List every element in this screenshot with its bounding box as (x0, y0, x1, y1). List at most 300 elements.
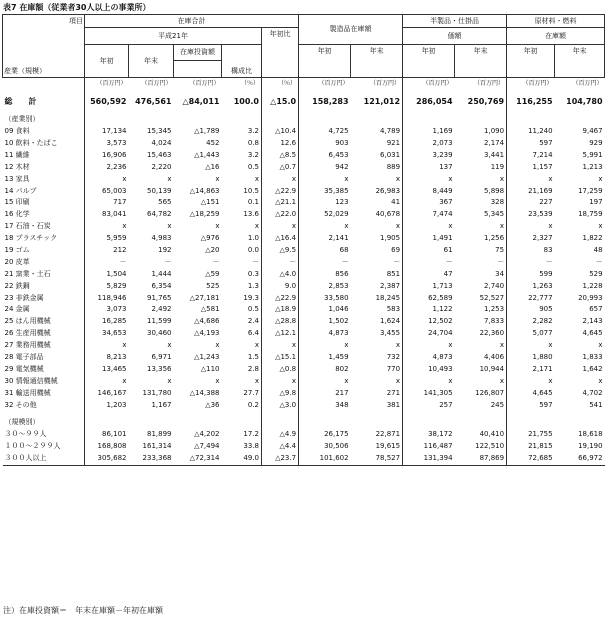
row-value: x (262, 173, 299, 185)
section-row-scale (3, 417, 605, 429)
row-value: 34,653 (85, 328, 129, 340)
row-value: 22,871 (375, 430, 401, 439)
row-value: 38,172 (403, 429, 455, 441)
row-value: 33,580 (299, 292, 351, 304)
row-value: 476,561 (135, 97, 172, 107)
row-value: 250,769 (467, 97, 505, 107)
row-value: 7,474 (403, 209, 455, 221)
row-value: 15,463 (147, 150, 172, 159)
row-value: △0.8 (262, 363, 299, 375)
row-value: 525 (206, 281, 220, 290)
table-row (3, 363, 605, 375)
row-value: 1,122 (403, 304, 455, 316)
row-value: △4,202 (194, 430, 220, 439)
row-label: 11 繊維 (4, 150, 30, 159)
footnote: 注）在庫投資額＝ 年末在庫額－年初在庫額 (3, 606, 163, 615)
row-value: 905 (507, 304, 555, 316)
row-value: △22.0 (262, 209, 299, 221)
row-value: 1,459 (299, 352, 351, 364)
row-value: x (507, 375, 555, 387)
row-value: 126,807 (475, 388, 505, 397)
row-value: 7,833 (484, 317, 505, 326)
row-value: △18,259 (189, 210, 220, 219)
investment-spacer (174, 61, 222, 78)
row-value: 3,239 (403, 149, 455, 161)
row-value: x (299, 221, 351, 233)
row-value: 8,449 (403, 185, 455, 197)
row-value: x (299, 375, 351, 387)
row-label: 30 情報通信機械 (4, 376, 58, 385)
row-value: △10.4 (262, 126, 299, 138)
row-value: △4,193 (194, 329, 220, 338)
row-value: 2,387 (380, 281, 401, 290)
year-header: 平成21年 (85, 28, 262, 45)
row-value: x (215, 341, 220, 350)
row-value: 245 (490, 400, 505, 409)
row-value: 597 (507, 138, 555, 150)
row-value: 17,259 (578, 186, 603, 195)
row-value: 4,725 (299, 126, 351, 138)
row-value: △20 (205, 246, 220, 255)
row-value: － (595, 257, 603, 266)
row-value: （百万円） (189, 80, 220, 88)
row-value: 5,959 (85, 233, 129, 245)
beginning-header: 年初 (85, 44, 129, 78)
row-value: 161,314 (142, 442, 172, 451)
row-value (262, 417, 299, 429)
table-row (3, 268, 605, 280)
row-value: 599 (507, 268, 555, 280)
row-value (299, 114, 351, 126)
row-label: 26 生産用機械 (4, 329, 51, 338)
row-value: x (395, 376, 401, 385)
row-value (85, 114, 129, 126)
row-value: x (167, 174, 172, 183)
table-row (3, 161, 605, 173)
row-value: 33.8 (243, 442, 259, 451)
row-value: 41 (391, 198, 401, 207)
row-value (174, 417, 222, 429)
row-value: 286,054 (403, 96, 455, 108)
row-label: 17 石油・石炭 (4, 222, 51, 231)
row-value: 6,971 (151, 353, 172, 362)
row-value: 0.5 (247, 305, 259, 314)
row-value: △3.0 (262, 399, 299, 411)
row-value: 83,041 (85, 209, 129, 221)
row-value (403, 114, 455, 126)
table-row (3, 197, 605, 209)
industry-header: 産業（規模） (4, 67, 46, 75)
row-value: x (598, 341, 603, 350)
row-label: 27 業務用機械 (4, 341, 51, 350)
row-value: （百万円） (299, 78, 351, 90)
row-value: 1,169 (403, 126, 455, 138)
row-value (507, 417, 555, 429)
row-value: 104,780 (566, 97, 603, 107)
investment-header: 在庫投資額 (174, 44, 222, 61)
row-value: △14,388 (189, 388, 220, 397)
row-label: 23 非鉄金属 (4, 293, 44, 302)
row-label: １００～２９９人 (4, 442, 61, 451)
row-label: 20 皮革 (4, 257, 30, 266)
row-value: 328 (490, 198, 505, 207)
row-label: 09 食料 (4, 127, 30, 136)
row-value: 851 (386, 269, 401, 278)
table-row (3, 453, 605, 465)
row-label: ３００人以上 (3, 453, 85, 465)
row-value: 10,944 (479, 364, 505, 373)
row-value: 942 (299, 161, 351, 173)
row-value: 4,645 (582, 329, 603, 338)
row-value: 18,759 (578, 210, 603, 219)
row-value: 16,285 (85, 316, 129, 328)
row-label: 18 プラスチック (4, 234, 58, 243)
row-value: 5,829 (85, 280, 129, 292)
row-value: 116,255 (507, 96, 555, 108)
table-row (3, 149, 605, 161)
row-value: 119 (490, 162, 505, 171)
products-beginning-header: 年初 (299, 44, 351, 78)
row-value: x (167, 341, 172, 350)
table-row (3, 328, 605, 340)
row-value: 4,983 (151, 234, 172, 243)
row-value (129, 114, 174, 126)
row-value (299, 417, 351, 429)
row-value: 889 (386, 162, 401, 171)
row-value: △16 (205, 162, 220, 171)
semi-header-2: 価額 (403, 28, 507, 45)
row-value: 18,618 (578, 430, 603, 439)
row-value: △28.8 (262, 316, 299, 328)
row-value: － (497, 257, 505, 266)
row-value (555, 114, 605, 126)
row-value: △0.7 (262, 161, 299, 173)
raw-header: 原材料・燃料 (507, 15, 605, 28)
row-value: 2,073 (403, 138, 455, 150)
row-value: 122,510 (475, 442, 505, 451)
row-value: x (507, 173, 555, 185)
row-value: 131,394 (403, 453, 455, 465)
table-row (3, 340, 605, 352)
row-label: ３０～９９人 (4, 430, 47, 439)
row-value: 1,167 (151, 400, 172, 409)
row-value: 3,573 (85, 138, 129, 150)
table-row (3, 399, 605, 411)
row-value: 34 (495, 269, 505, 278)
row-value: 217 (299, 387, 351, 399)
row-value: 2,174 (484, 139, 505, 147)
row-value: 1,253 (484, 305, 505, 314)
row-value: 75 (495, 246, 505, 255)
row-label: 15 印刷 (4, 198, 30, 207)
row-value: x (507, 221, 555, 233)
row-value: 35,385 (299, 185, 351, 197)
row-value: 141,305 (403, 387, 455, 399)
row-value: 1,046 (299, 304, 351, 316)
row-value: 118,946 (85, 292, 129, 304)
row-value: 565 (158, 198, 172, 207)
row-value: 1,833 (582, 353, 603, 362)
row-value: 1,502 (299, 316, 351, 328)
row-value: x (299, 173, 351, 185)
row-value: x (85, 340, 129, 352)
row-value: 770 (386, 364, 401, 373)
table-row (3, 304, 605, 316)
row-value: x (215, 174, 220, 183)
row-value: △1,789 (194, 127, 220, 136)
row-value: 0.2 (247, 400, 259, 409)
row-value: x (403, 340, 455, 352)
table-row (3, 185, 605, 197)
row-label: 14 パルプ (4, 186, 37, 195)
row-value: 101,602 (299, 453, 351, 465)
row-value: － (212, 257, 220, 266)
products-end-header: 年末 (351, 44, 403, 78)
row-value: 4,873 (403, 352, 455, 364)
row-value (262, 114, 299, 126)
row-value: 367 (403, 197, 455, 209)
row-value: 3,455 (380, 329, 401, 338)
row-value: 158,283 (299, 96, 351, 108)
row-value: （百万円） (474, 80, 505, 88)
row-value: 48 (593, 246, 603, 255)
table-row (3, 245, 605, 257)
row-value: － (85, 256, 129, 268)
row-value: 0.5 (247, 162, 259, 171)
raw-beginning-header: 年初 (507, 44, 555, 78)
row-value: x (403, 221, 455, 233)
row-value: 13,356 (147, 364, 172, 373)
row-value: x (499, 341, 505, 350)
row-value: 2,282 (507, 316, 555, 328)
row-value: （％） (262, 78, 299, 90)
zaiko-total-header: 在庫合計 (85, 15, 299, 28)
row-label: 28 電子部品 (4, 353, 44, 362)
row-value: 17,134 (85, 126, 129, 138)
row-value: 66,972 (555, 453, 605, 465)
row-label: 22 鉄鋼 (4, 281, 30, 290)
row-value: △22.9 (262, 292, 299, 304)
row-value: x (499, 376, 505, 385)
row-value: x (598, 174, 603, 183)
row-value: 560,592 (85, 96, 129, 108)
row-label: 29 電気機械 (4, 364, 44, 373)
row-label: 総 計 (4, 97, 37, 107)
row-value: 3.2 (247, 127, 259, 136)
row-label: 25 はん用機械 (4, 317, 51, 326)
row-value: x (598, 222, 603, 231)
row-value: 541 (589, 400, 603, 409)
row-value (351, 114, 403, 126)
row-value: 1,213 (582, 162, 603, 171)
row-value: △18.9 (262, 304, 299, 316)
row-value: 81,899 (147, 430, 172, 439)
row-value: 597 (507, 399, 555, 411)
row-value: 52,527 (479, 293, 505, 302)
row-value: 1,263 (507, 280, 555, 292)
row-value: 19,615 (375, 442, 401, 451)
row-value: 22,777 (507, 292, 555, 304)
row-value: △15.1 (262, 352, 299, 364)
row-value: △15.0 (262, 96, 299, 108)
row-value: 921 (386, 139, 401, 147)
row-value: 78,527 (351, 453, 403, 465)
row-value: 49.0 (222, 453, 262, 465)
row-value: x (262, 221, 299, 233)
row-value: 1,624 (380, 317, 401, 326)
row-value: 17.2 (243, 430, 259, 439)
item-header-cell (3, 15, 85, 78)
row-value: 7,214 (507, 149, 555, 161)
row-value: 40,410 (479, 430, 505, 439)
semi-header: 半製品・仕掛品 (403, 15, 507, 28)
table-row (3, 375, 605, 387)
row-value: △7,494 (194, 442, 220, 451)
row-value: 381 (386, 400, 401, 409)
row-value: 23,539 (507, 209, 555, 221)
row-value: 3,441 (484, 150, 505, 159)
row-value: 717 (85, 197, 129, 209)
row-value: 22,360 (479, 329, 505, 338)
row-value: 100.0 (233, 97, 259, 107)
row-value: 87,869 (455, 453, 507, 465)
row-value: 8,213 (85, 352, 129, 364)
row-value: △1,443 (194, 150, 220, 159)
row-value: 30,460 (147, 329, 172, 338)
row-value: 52,029 (299, 209, 351, 221)
row-value: 2,141 (299, 233, 351, 245)
row-value: － (403, 256, 455, 268)
row-value: △21.1 (262, 197, 299, 209)
row-value: 856 (299, 268, 351, 280)
row-value: △22.9 (262, 185, 299, 197)
row-value: 12,502 (403, 316, 455, 328)
table-row (3, 292, 605, 304)
composition-header: 構成比 (222, 44, 262, 78)
table-row (3, 126, 605, 138)
row-value: x (507, 340, 555, 352)
item-header: 項目 (69, 17, 83, 25)
row-value: － (299, 256, 351, 268)
row-value: x (395, 222, 401, 231)
row-value: 12.6 (262, 138, 299, 150)
row-value: 27.7 (243, 388, 259, 397)
row-value: △36 (205, 400, 220, 409)
row-value: △84,011 (182, 97, 220, 107)
table-title: 表7 在庫額（従業者30人以上の事業所） (3, 3, 151, 12)
row-value: △72,314 (174, 453, 222, 465)
row-value: 1,157 (507, 161, 555, 173)
row-value: 62,589 (403, 292, 455, 304)
row-label: 13 家具 (4, 174, 30, 183)
row-value: 212 (85, 245, 129, 257)
row-value (403, 417, 455, 429)
row-value: （百万円） (141, 80, 172, 88)
row-value: 4,024 (151, 139, 172, 147)
row-value: 0.0 (247, 246, 259, 255)
row-value: 452 (206, 139, 220, 147)
row-value: △4.9 (262, 429, 299, 441)
row-value: 348 (299, 399, 351, 411)
row-value: 1.0 (247, 234, 259, 243)
row-value: 529 (589, 269, 603, 278)
row-label: 19 ゴム (4, 246, 30, 255)
semi-beginning-header: 年初 (403, 44, 455, 78)
row-value: 2,853 (299, 280, 351, 292)
row-label: 12 木材 (4, 162, 30, 171)
row-value: 1,880 (507, 352, 555, 364)
row-value (222, 114, 262, 126)
row-value: x (254, 341, 259, 350)
row-value: △12.1 (262, 328, 299, 340)
row-value (455, 417, 507, 429)
row-value: 5,345 (484, 210, 505, 219)
row-value: 4,873 (299, 328, 351, 340)
row-value: 40,678 (375, 210, 401, 219)
row-value: 4,406 (484, 353, 505, 362)
row-value: △4,686 (194, 317, 220, 326)
row-value: 10,493 (403, 363, 455, 375)
row-value: 3,073 (85, 304, 129, 316)
row-label: （規模別） (4, 418, 40, 427)
row-value: 1,713 (403, 280, 455, 292)
row-value: 13,465 (85, 363, 129, 375)
table-row (3, 209, 605, 221)
row-value: △976 (200, 234, 220, 243)
row-value: 123 (299, 197, 351, 209)
row-value: 4,702 (582, 388, 603, 397)
row-value: 16,906 (85, 149, 129, 161)
row-value: 5,991 (582, 150, 603, 159)
row-value: 2,171 (507, 363, 555, 375)
row-value: － (507, 256, 555, 268)
row-value: 26,983 (375, 186, 401, 195)
row-value: 6.4 (247, 329, 259, 338)
row-value: 2,327 (507, 233, 555, 245)
row-value: 732 (386, 353, 401, 362)
row-value: x (395, 174, 401, 183)
row-value: 146,167 (85, 387, 129, 399)
row-value: x (403, 375, 455, 387)
row-value: 121,012 (363, 97, 401, 107)
row-value: △27,181 (189, 293, 220, 302)
row-value: 1,491 (403, 233, 455, 245)
row-label (3, 78, 85, 90)
table-row (3, 387, 605, 399)
row-value: （百万円） (370, 80, 401, 88)
row-value: － (393, 257, 401, 266)
row-value: 116,487 (403, 441, 455, 453)
row-value: 15,345 (147, 127, 172, 136)
row-label: 16 化学 (4, 210, 30, 219)
row-value: △23.7 (262, 453, 299, 465)
row-value: 583 (386, 305, 401, 314)
row-value: 4,645 (507, 387, 555, 399)
table-row (3, 138, 605, 150)
row-value: △1,243 (194, 353, 220, 362)
row-value (85, 417, 129, 429)
row-value: x (215, 222, 220, 231)
row-label: 32 その他 (4, 400, 37, 409)
row-value: △4.0 (262, 268, 299, 280)
semi-end-header: 年末 (455, 44, 507, 78)
row-value: x (499, 174, 505, 183)
row-value: 137 (403, 161, 455, 173)
row-value: 6,031 (380, 150, 401, 159)
row-label: 31 輸送用機械 (4, 388, 51, 397)
row-value: 1,642 (582, 364, 603, 373)
row-value: △110 (200, 364, 220, 373)
